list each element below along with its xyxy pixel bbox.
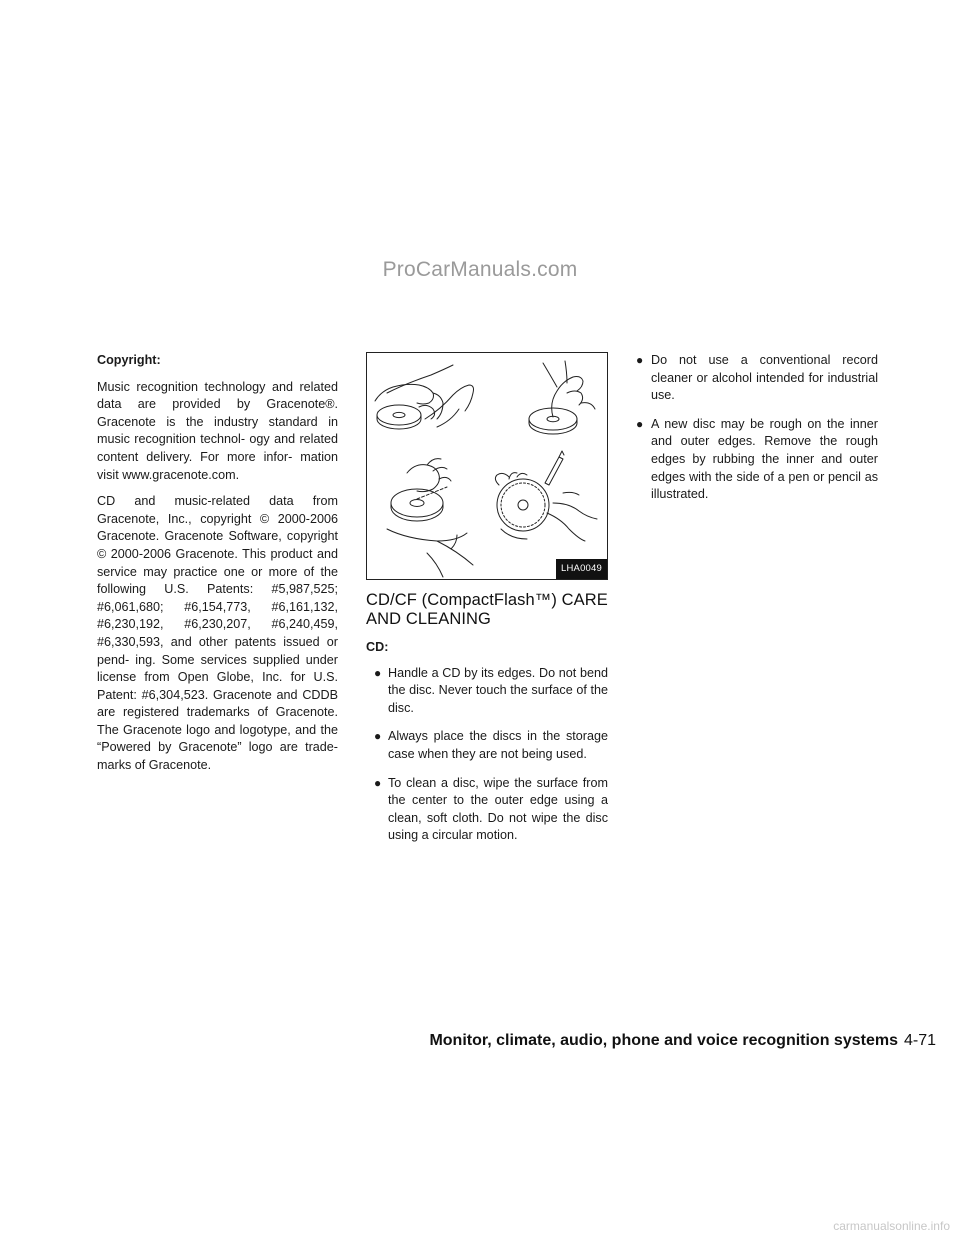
disc-edge-pencil — [495, 451, 597, 541]
cd-label: CD: — [366, 640, 389, 654]
disc-held-by-center — [529, 361, 595, 434]
disc-handling-illustration — [366, 352, 608, 580]
list-item — [366, 728, 608, 763]
cd-care-list — [366, 665, 608, 845]
disc-illustration-drawing — [367, 353, 607, 579]
bullet-icon: ● — [636, 353, 644, 367]
section-heading: CD/CF (CompactFlash™) CARE AND CLEANING — [366, 591, 608, 628]
copyright-paragraph-2: CD and music-related data from Gracenote, Inc., copyright © 2000-2006 Gracenote. Gracenote Software, copyright © 2000-2006 Gracenote. This product and service may practice one or more of the following U.S. Patents: #5,987,525; #6,061,680; #6,154,773, #6,161,132, #6,230,192, #6,230,207, #6,240,459, #6,330,593, and other patents issued or pend- ing. Some services supplied under license from Open Globe, Inc. for U.S. Patent: #6,304,523. Gracenote and CDDB are registered trademarks of Gracenote. The Gracenote logo and logotype, and the “Powered by Gracenote” logo are trade- marks of Gracenote. — [97, 494, 338, 773]
figure-code: LHA0049 — [556, 559, 607, 579]
list-item — [636, 416, 878, 504]
list-item — [636, 352, 878, 405]
bullet-icon: ● — [374, 665, 382, 680]
copyright-paragraph-1: Music recognition technology and related data are provided by Gracenote®. Gracenote is the industry standard in music recognition technol- ogy and related content delivery. For more infor- mation visit www.gracenote.com. — [97, 379, 338, 482]
column-care — [366, 352, 608, 856]
list-item-text: To clean a disc, wipe the surface from the center to the outer edge using a clean, soft cloth. Do not wipe the disc using a circular motion. — [388, 775, 608, 843]
list-item — [366, 665, 608, 718]
bullet-icon: ● — [374, 729, 382, 744]
watermark-bottom: carmanualsonline.info — [833, 1219, 950, 1233]
column-copyright — [97, 352, 338, 784]
disc-held-by-edges — [375, 365, 474, 429]
page-footer — [0, 1032, 936, 1050]
list-item — [366, 775, 608, 845]
cd-care-list-continued — [636, 352, 878, 504]
list-item-text: A new disc may be rough on the inner and outer edges. Remove the rough edges by rubbing the inner and outer edges with the side of a pen or pencil as illustrated. — [651, 416, 878, 502]
watermark-top: ProCarManuals.com — [382, 258, 578, 281]
bullet-icon: ● — [636, 416, 644, 431]
list-item-text: Always place the discs in the storage case when they are not being used. — [388, 729, 608, 761]
page-number: 4-71 — [903, 1032, 936, 1049]
list-item-text: Do not use a conventional record cleaner or alcohol intended for industrial use. — [651, 353, 878, 403]
bullet-icon: ● — [374, 775, 382, 790]
chapter-title: Monitor, climate, audio, phone and voice recognition systems — [429, 1032, 898, 1049]
column-care-continued — [636, 352, 878, 515]
copyright-label: Copyright: — [97, 353, 161, 367]
disc-wiping — [387, 459, 473, 577]
list-item-text: Handle a CD by its edges. Do not bend the disc. Never touch the surface of the disc. — [388, 665, 608, 715]
